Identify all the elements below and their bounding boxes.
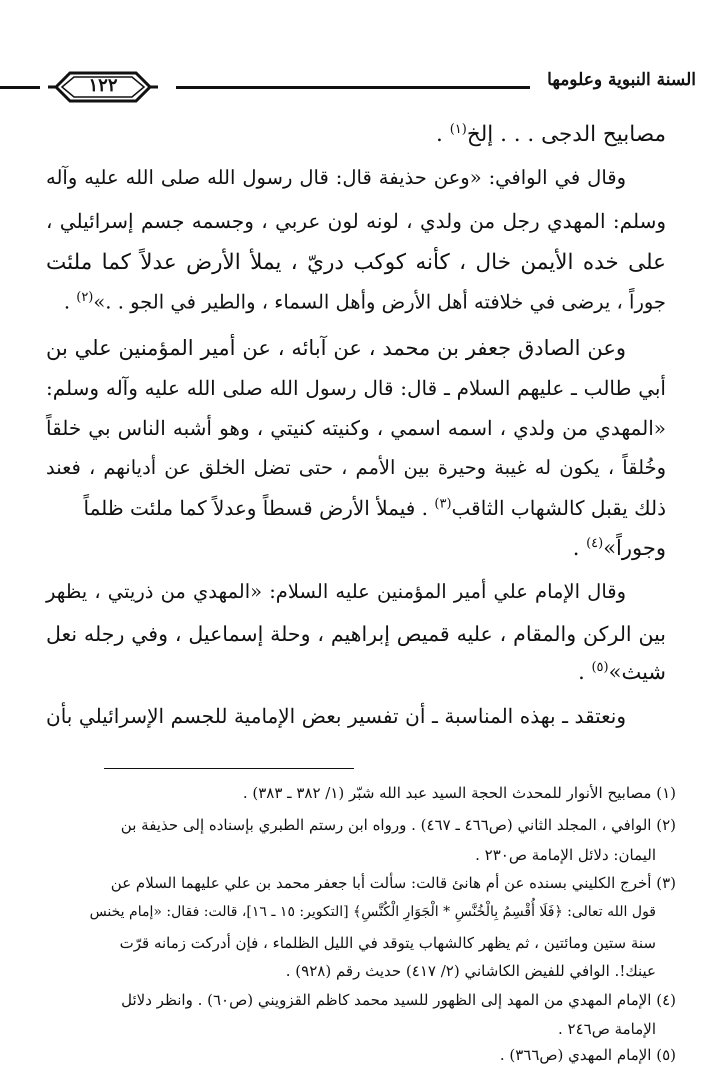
text-line: وخُلقاً ، يكون له غيبة وحيرة بين الأمم ، حتى تضل الخلق عن أديانهم ، فعند — [46, 456, 666, 479]
header-title: السنة النبوية وعلومها — [547, 70, 696, 90]
text-line: «المهدي من ولدي ، اسمه اسمي ، وكنيته كنيتي ، وهو أشبه الناس بي خلقاً — [46, 416, 666, 440]
text-line: جوراً ، يرضى في خلافته أهل الأرض وأهل السماء ، والطير في الجو . .»$^{(٢)}$ . — [63, 290, 666, 314]
page-number: ١٢٢ — [88, 75, 118, 96]
text-line: مصابيح الدجى . . . إلخ$^{(١)}$ . — [436, 122, 666, 148]
note-ref: (٣) — [434, 496, 452, 512]
text-line: وسلم: المهدي رجل من ولدي ، لونه لون عربي ، وجسمه جسم إسرائيلي ، — [46, 209, 666, 233]
footnote-continuation: الإمامة ص٢٤٦ . — [557, 1020, 656, 1038]
header-rule-left — [0, 86, 40, 89]
text-line: ذلك يقبل كالشهاب الثاقب$^{(٣)}$ . فيملأ الأرض قسطاً وعدلاً كما ملئت ظلماً — [83, 496, 666, 520]
footnote: (٤) الإمام المهدي من المهد إلى الظهور للسيد محمد كاظم القزويني (ص٦٠) . وانظر دلائل — [121, 991, 676, 1009]
text-line: على خده الأيمن خال ، كأنه كوكب دريّ ، يملأ الأرض عدلاً كما ملئت — [46, 250, 666, 275]
note-ref: (٢) — [76, 290, 94, 305]
footnote: (١) مصابيح الأنوار للمحدث الحجة السيد عبد الله شبّر (١/ ٣٨٢ ـ ٣٨٣) . — [242, 784, 676, 802]
footnote-divider — [104, 768, 354, 769]
note-ref: (١) — [449, 122, 467, 137]
note-ref: (٥) — [591, 660, 609, 675]
text-line: وجوراً»$^{(٤)}$ . — [572, 536, 666, 560]
text-line: ونعتقد ـ بهذه المناسبة ـ أن تفسير بعض الإمامية للجسم الإسرائيلي بأن — [46, 704, 626, 728]
footnote: (٣) أخرج الكليني بسنده عن أم هانئ قالت: سألت أبا جعفر محمد بن علي عليهما السلام عن — [110, 874, 676, 892]
footnote-continuation: سنة ستين ومائتين ، ثم يظهر كالشهاب يتوقد في الليل الظلماء ، فإن أدركت زمانه قرّت — [119, 934, 656, 952]
footnote: (٥) الإمام المهدي (ص٣٦٦) . — [499, 1046, 676, 1064]
footnote-continuation: عينك!. الوافي للفيض الكاشاني (٢/ ٤١٧) حديث رقم (٩٢٨) . — [285, 962, 656, 980]
text-line: وعن الصادق جعفر بن محمد ، عن آبائه ، عن أمير المؤمنين علي بن — [46, 336, 626, 360]
footnote: (٢) الوافي ، المجلد الثاني (ص٤٦٦ ـ ٤٦٧) . ورواه ابن رستم الطبري بإسناده إلى حذيفة بن — [120, 816, 676, 834]
text-line: بين الركن والمقام ، عليه قميص إبراهيم ، وحلة إسماعيل ، وفي رجله نعل — [46, 622, 666, 646]
text-line: أبي طالب ـ عليهم السلام ـ قال: قال رسول الله صلى الله عليه وآله وسلم: — [46, 376, 666, 400]
text-line: وقال الإمام علي أمير المؤمنين عليه السلام: «المهدي من ذريتي ، يظهر — [46, 580, 626, 603]
text-line: شيث»$^{(٥)}$ . — [578, 660, 666, 684]
text-line: وقال في الوافي: «وعن حذيفة قال: قال رسول الله صلى الله عليه وآله — [46, 166, 626, 189]
note-ref: (٤) — [586, 536, 604, 551]
footnote-continuation: قول الله تعالى: ﴿فَلَا أُقْسِمُ بِالْخُنَّسِ * الْجَوَارِ الْكُنَّسِ﴾ [التكوير: ١٥ ـ ١٦]، قالت: فقال: «إمام يخنس — [89, 904, 656, 920]
header-rule — [176, 86, 530, 89]
footnote-continuation: اليمان: دلائل الإمامة ص٢٣٠ . — [475, 846, 656, 864]
running-header — [0, 62, 708, 112]
